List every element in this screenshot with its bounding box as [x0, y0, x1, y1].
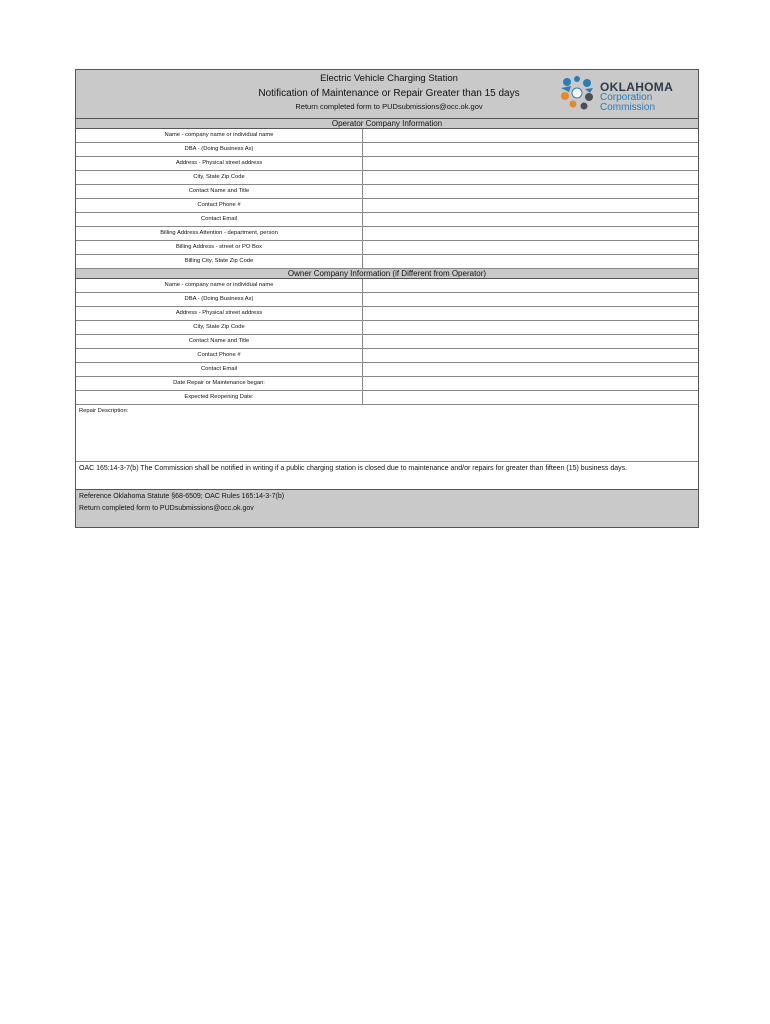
field-input[interactable]	[363, 213, 698, 226]
field-label: Date Repair or Maintenance began:	[76, 377, 363, 390]
footer-return: Return completed form to PUDsubmissions@occ.ok.gov	[79, 505, 254, 512]
owner-fields	[76, 279, 698, 405]
oklahoma-seal-icon	[557, 74, 599, 114]
owner-field-row	[76, 293, 698, 307]
field-label: Address - Physical street address	[76, 307, 363, 320]
field-input[interactable]	[363, 241, 698, 254]
logo-wordmark: OKLAHOMA	[600, 80, 674, 94]
field-label: Billing Address Attention - department, person	[76, 227, 363, 240]
footer-reference: Reference Oklahoma Statute §68-6509; OAC Rules 165:14-3-7(b)	[79, 493, 285, 500]
field-input[interactable]	[363, 391, 698, 404]
field-label: Contact Email	[76, 363, 363, 376]
field-label: Contact Name and Title	[76, 335, 363, 348]
field-input[interactable]	[363, 143, 698, 156]
owner-field-row	[76, 349, 698, 363]
field-input[interactable]	[363, 129, 698, 142]
repair-description-field[interactable]	[76, 405, 698, 462]
form	[75, 69, 699, 528]
field-input[interactable]	[363, 255, 698, 268]
field-input[interactable]	[363, 227, 698, 240]
field-input[interactable]	[363, 363, 698, 376]
field-label: Billing City, State Zip Code	[76, 255, 363, 268]
field-input[interactable]	[363, 279, 698, 292]
field-label: City, State Zip Code	[76, 171, 363, 184]
field-input[interactable]	[363, 293, 698, 306]
owner-field-row	[76, 335, 698, 349]
operator-field-row	[76, 227, 698, 241]
field-input[interactable]	[363, 349, 698, 362]
operator-field-row	[76, 199, 698, 213]
logo-wordmark-line2: Corporation	[600, 92, 653, 103]
field-label: Contact Name and Title	[76, 185, 363, 198]
return-instruction: Return completed form to PUDsubmissions@occ.ok.gov	[295, 102, 483, 111]
field-input[interactable]	[363, 157, 698, 170]
occ-logo	[557, 74, 687, 114]
owner-field-row	[76, 321, 698, 335]
form-footer	[76, 490, 698, 527]
operator-section-heading: Operator Company Information	[76, 119, 698, 129]
owner-field-row	[76, 307, 698, 321]
form-header	[76, 70, 698, 119]
field-label: Billing Address - street or PO Box	[76, 241, 363, 254]
field-label: City, State Zip Code	[76, 321, 363, 334]
field-input[interactable]	[363, 377, 698, 390]
form-subtitle: Notification of Maintenance or Repair Greater than 15 days	[258, 88, 520, 99]
owner-section-heading: Owner Company Information (if Different from Operator)	[76, 269, 698, 279]
field-label: Contact Phone #	[76, 349, 363, 362]
field-input[interactable]	[363, 199, 698, 212]
operator-field-row	[76, 143, 698, 157]
operator-field-row	[76, 255, 698, 269]
owner-field-row	[76, 363, 698, 377]
logo-wordmark-line3: Commission	[600, 102, 656, 113]
field-label: Contact Phone #	[76, 199, 363, 212]
operator-field-row	[76, 171, 698, 185]
owner-field-row	[76, 391, 698, 405]
field-input[interactable]	[363, 171, 698, 184]
field-input[interactable]	[363, 335, 698, 348]
repair-description-label: Repair Description:	[79, 408, 129, 414]
field-input[interactable]	[363, 321, 698, 334]
field-input[interactable]	[363, 185, 698, 198]
field-label: Name - company name or individual name	[76, 129, 363, 142]
oac-notice: OAC 165:14-3-7(b) The Commission shall be notified in writing if a public charging station is closed due to maintenance and/or repairs for greater than fifteen (15) business days.	[76, 462, 698, 490]
field-label: Name - company name or individual name	[76, 279, 363, 292]
operator-field-row	[76, 157, 698, 171]
field-label: Contact Email	[76, 213, 363, 226]
field-label: Expected Reopening Date:	[76, 391, 363, 404]
owner-field-row	[76, 279, 698, 293]
field-label: DBA - (Doing Business As)	[76, 143, 363, 156]
operator-fields	[76, 129, 698, 269]
operator-field-row	[76, 213, 698, 227]
field-input[interactable]	[363, 307, 698, 320]
operator-field-row	[76, 241, 698, 255]
field-label: Address - Physical street address	[76, 157, 363, 170]
owner-field-row	[76, 377, 698, 391]
operator-field-row	[76, 129, 698, 143]
form-title: Electric Vehicle Charging Station	[320, 73, 458, 84]
operator-field-row	[76, 185, 698, 199]
field-label: DBA - (Doing Business As)	[76, 293, 363, 306]
